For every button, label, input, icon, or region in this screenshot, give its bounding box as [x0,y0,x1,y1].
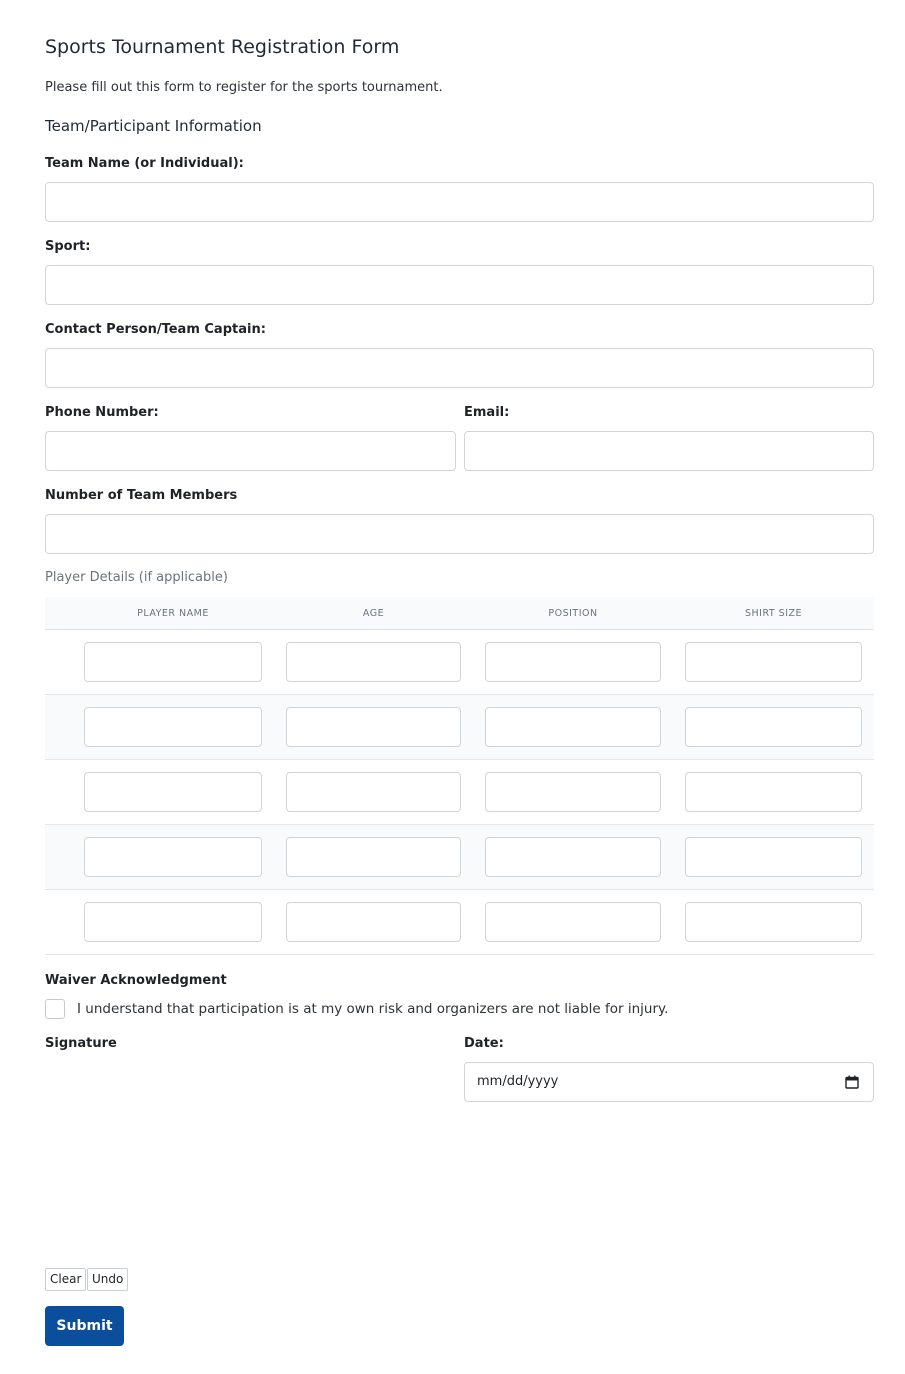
player-age-input[interactable] [286,902,461,942]
player-shirt-size-input[interactable] [685,837,862,877]
player-name-input[interactable] [84,902,262,942]
player-age-input[interactable] [286,642,461,682]
phone-input[interactable] [45,431,456,471]
contact-input[interactable] [45,348,874,388]
player-row [45,890,874,955]
player-age-input[interactable] [286,772,461,812]
section-heading-team: Team/Participant Information [45,117,262,135]
player-details-label: Player Details (if applicable) [45,570,228,585]
player-row [45,630,874,695]
player-position-input[interactable] [485,902,661,942]
signature-pad[interactable] [45,1062,455,1252]
player-position-input[interactable] [485,642,661,682]
player-row [45,760,874,825]
player-age-input[interactable] [286,707,461,747]
player-table-header [45,597,874,630]
calendar-icon[interactable] [845,1075,859,1089]
player-position-input[interactable] [485,837,661,877]
page-title: Sports Tournament Registration Form [45,36,400,58]
date-placeholder: mm/dd/yyyy [477,1074,559,1089]
header-shirt-size: SHIRT SIZE [744,608,803,619]
sport-label: Sport: [45,239,91,254]
signature-label: Signature [45,1036,117,1051]
player-position-input[interactable] [485,707,661,747]
email-label: Email: [464,405,510,420]
undo-signature-button[interactable]: Undo [87,1268,128,1291]
player-age-input[interactable] [286,837,461,877]
player-row [45,825,874,890]
members-input[interactable] [45,514,874,554]
clear-signature-button[interactable]: Clear [45,1268,86,1291]
submit-button[interactable]: Submit [45,1306,124,1346]
members-label: Number of Team Members [45,488,238,503]
team-name-input[interactable] [45,182,874,222]
player-name-input[interactable] [84,837,262,877]
team-name-label: Team Name (or Individual): [45,156,244,171]
player-name-input[interactable] [84,772,262,812]
player-row [45,695,874,760]
date-input[interactable] [464,1062,874,1102]
date-label: Date: [464,1036,504,1051]
player-shirt-size-input[interactable] [685,772,862,812]
header-age: AGE [362,608,385,619]
player-shirt-size-input[interactable] [685,902,862,942]
sport-input[interactable] [45,265,874,305]
player-shirt-size-input[interactable] [685,642,862,682]
email-input[interactable] [464,431,874,471]
player-position-input[interactable] [485,772,661,812]
header-player-name: PLAYER NAME [137,608,209,619]
waiver-checkbox[interactable] [45,999,65,1019]
player-name-input[interactable] [84,707,262,747]
phone-label: Phone Number: [45,405,159,420]
player-shirt-size-input[interactable] [685,707,862,747]
player-name-input[interactable] [84,642,262,682]
header-position: POSITION [548,608,598,619]
intro-text: Please fill out this form to register for the sports tournament. [45,80,443,95]
waiver-text: I understand that participation is at my own risk and organizers are not liable for injury. [77,1001,669,1017]
contact-label: Contact Person/Team Captain: [45,322,266,337]
waiver-heading: Waiver Acknowledgment [45,973,227,988]
